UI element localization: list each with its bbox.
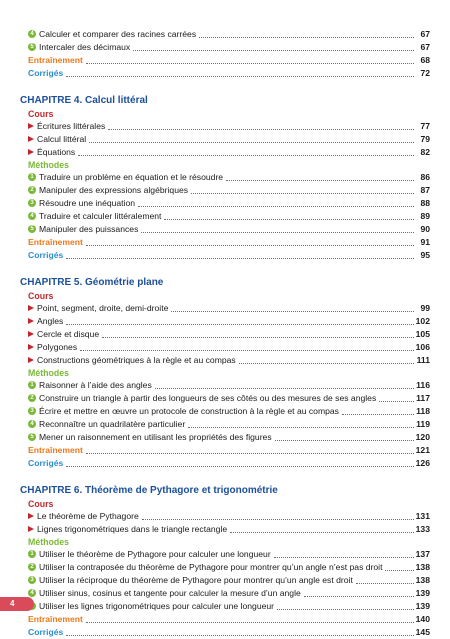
dot-leader <box>385 569 413 571</box>
dot-leader <box>66 634 413 636</box>
toc-page-number: 72 <box>420 68 430 78</box>
toc-entry[interactable] <box>28 120 430 133</box>
play-arrow-icon <box>28 526 34 532</box>
toc-page-number: 91 <box>420 237 430 247</box>
toc-entry[interactable] <box>28 133 430 146</box>
toc-entry[interactable] <box>28 146 430 159</box>
table-of-contents <box>20 28 430 639</box>
toc-entry-title <box>28 354 236 367</box>
toc-page-number: 126 <box>415 458 430 468</box>
toc-entry[interactable] <box>28 223 430 236</box>
method-number-badge: 5 <box>28 433 36 441</box>
method-number-badge: 3 <box>28 199 36 207</box>
play-arrow-icon <box>28 149 34 155</box>
toc-entry[interactable] <box>28 28 430 41</box>
toc-entry-label: Utiliser les lignes trigonométriques pour calculer une longueur <box>39 601 275 611</box>
toc-entry-label: Reconnaître un quadrilatère particulier <box>39 419 186 429</box>
toc-page-number: 87 <box>420 185 430 195</box>
toc-entry[interactable] <box>28 328 430 341</box>
dot-leader <box>277 608 414 610</box>
dot-leader <box>86 244 414 246</box>
corriges-label: Corrigés <box>28 250 64 260</box>
toc-page-number: 68 <box>420 55 430 65</box>
toc-entry[interactable] <box>28 587 430 600</box>
play-arrow-icon <box>28 318 34 324</box>
dot-leader <box>66 323 413 325</box>
toc-entry[interactable] <box>28 548 430 561</box>
toc-entry[interactable] <box>28 510 430 523</box>
toc-entry-label: Utiliser la contraposée du théorème de Pythagore pour montrer qu’un angle n’est pas droit <box>39 562 383 572</box>
toc-entry-label: Raisonner à l’aide des angles <box>39 380 152 390</box>
toc-entry-title <box>28 171 223 184</box>
toc-entry[interactable] <box>28 379 430 392</box>
toc-entry[interactable] <box>28 354 430 367</box>
toc-page-number: 90 <box>420 224 430 234</box>
toc-entry-title <box>28 548 271 561</box>
toc-entry-title <box>28 146 75 159</box>
toc-page-number: 95 <box>420 250 430 260</box>
dot-leader <box>66 75 414 77</box>
toc-entry-title <box>28 184 188 197</box>
toc-entry-title <box>28 302 168 315</box>
method-number-badge: 3 <box>28 407 36 415</box>
toc-entry-title <box>28 210 161 223</box>
toc-page-number: 118 <box>416 406 430 416</box>
toc-entry[interactable] <box>28 171 430 184</box>
dot-leader <box>171 310 414 312</box>
play-arrow-icon <box>28 344 34 350</box>
toc-entry-title <box>28 379 152 392</box>
toc-entry-title <box>28 510 139 523</box>
dot-leader <box>164 218 414 220</box>
toc-entry[interactable] <box>28 341 430 354</box>
play-arrow-icon <box>28 331 34 337</box>
dot-leader <box>379 400 414 402</box>
chapter-title[interactable]: CHAPITRE 5. Géométrie plane <box>20 277 164 288</box>
methodes-heading: Méthodes <box>28 368 70 378</box>
toc-entry-label: Point, segment, droite, demi-droite <box>37 303 169 313</box>
toc-page-number: 105 <box>415 329 430 339</box>
toc-entry-label: Calculer et comparer des racines carrées <box>39 29 197 39</box>
toc-entry[interactable] <box>28 431 430 444</box>
toc-entry[interactable] <box>28 392 430 405</box>
toc-page-number: 120 <box>415 432 430 442</box>
dot-leader <box>138 205 414 207</box>
toc-entry-title <box>28 197 135 210</box>
toc-entry-title <box>28 418 185 431</box>
toc-entry[interactable] <box>28 523 430 536</box>
page-number-badge: 4 <box>0 597 34 611</box>
dot-leader <box>356 582 414 584</box>
toc-page-number: 145 <box>415 627 430 637</box>
method-number-badge: 2 <box>28 563 36 571</box>
toc-corriges[interactable] <box>28 249 430 262</box>
play-arrow-icon <box>28 136 34 142</box>
toc-page-number: 86 <box>420 172 430 182</box>
method-number-badge: 5 <box>28 225 36 233</box>
method-number-badge: 4 <box>28 212 36 220</box>
dot-leader <box>108 128 414 130</box>
toc-entry-title <box>28 28 196 41</box>
method-number-badge: 2 <box>28 186 36 194</box>
toc-entry-label: Le théorème de Pythagore <box>37 511 139 521</box>
toc-page-number: 88 <box>420 198 430 208</box>
toc-entrainement[interactable] <box>28 54 430 67</box>
toc-page-number: 139 <box>415 588 430 598</box>
toc-entry-title <box>28 120 105 133</box>
dot-leader <box>66 465 413 467</box>
methodes-heading: Méthodes <box>28 537 70 547</box>
corriges-label: Corrigés <box>28 68 64 78</box>
method-number-badge: 3 <box>28 576 36 584</box>
toc-entry-label: Écrire et mettre en œuvre un protocole de construction à la règle et au compas <box>39 406 339 416</box>
toc-page-number: 119 <box>416 419 430 429</box>
dot-leader <box>86 452 414 454</box>
toc-entry-label: Traduire un problème en équation et le résoudre <box>39 172 224 182</box>
entrainement-label: Entraînement <box>28 614 83 624</box>
toc-entry-title <box>28 600 274 613</box>
play-arrow-icon <box>28 305 34 311</box>
entrainement-label: Entraînement <box>28 445 83 455</box>
toc-entry-label: Construire un triangle à partir des longueurs de ses côtés ou des mesures de ses angles <box>39 393 377 403</box>
toc-entry-label: Écritures littérales <box>37 121 106 131</box>
dot-leader <box>191 192 414 194</box>
toc-entry[interactable] <box>28 41 430 54</box>
dot-leader <box>86 621 414 623</box>
toc-entry-label: Utiliser la réciproque du théorème de Pythagore pour montrer qu’un angle est droit <box>39 575 353 585</box>
toc-entry-title <box>28 315 63 328</box>
method-number-badge: 4 <box>28 589 36 597</box>
toc-page-number: 82 <box>420 147 430 157</box>
play-arrow-icon <box>28 357 34 363</box>
method-number-badge: 1 <box>28 550 36 558</box>
toc-entry-label: Constructions géométriques à la règle et au compas <box>37 355 236 365</box>
toc-page-number: 139 <box>415 601 430 611</box>
toc-entry-label: Mener un raisonnement en utilisant les propriétés des figures <box>39 432 272 442</box>
dot-leader <box>142 518 414 520</box>
dot-leader <box>66 257 414 259</box>
toc-page-number: 121 <box>415 445 430 455</box>
toc-page-number: 102 <box>415 316 430 326</box>
toc-entry-label: Traduire et calculer littéralement <box>39 211 162 221</box>
toc-page-number: 67 <box>420 42 430 52</box>
method-number-badge: 1 <box>28 381 36 389</box>
toc-entry-title <box>28 392 376 405</box>
dot-leader <box>304 595 414 597</box>
toc-entry-title <box>28 431 272 444</box>
toc-entry[interactable] <box>28 210 430 223</box>
toc-entry-title <box>28 341 77 354</box>
toc-entry-title <box>28 523 227 536</box>
toc-entry-label: Utiliser le théorème de Pythagore pour calculer une longueur <box>39 549 271 559</box>
toc-entry-label: Utiliser sinus, cosinus et tangente pour calculer la mesure d’un angle <box>39 588 301 598</box>
dot-leader <box>102 336 414 338</box>
toc-entrainement[interactable] <box>28 444 430 457</box>
toc-page-number: 79 <box>420 134 430 144</box>
dot-leader <box>141 231 414 233</box>
toc-page-number: 133 <box>415 524 430 534</box>
corriges-label: Corrigés <box>28 627 64 637</box>
toc-entry-label: Manipuler des expressions algébriques <box>39 185 189 195</box>
toc-entry-label: Polygones <box>37 342 78 352</box>
toc-page-number: 106 <box>415 342 430 352</box>
toc-page-number: 117 <box>416 393 430 403</box>
toc-entry[interactable] <box>28 197 430 210</box>
toc-entry[interactable] <box>28 418 430 431</box>
toc-entry-label: Lignes trigonométriques dans le triangle rectangle <box>37 524 228 534</box>
dot-leader <box>133 49 414 51</box>
toc-entry-title <box>28 574 353 587</box>
toc-page-number: 137 <box>415 549 430 559</box>
cours-heading: Cours <box>28 291 54 301</box>
corriges-label: Corrigés <box>28 458 64 468</box>
toc-entry-title <box>28 133 86 146</box>
toc-page-number: 111 <box>416 355 430 365</box>
toc-entry-label: Calcul littéral <box>37 134 87 144</box>
toc-entry-label: Intercaler des décimaux <box>39 42 131 52</box>
toc-entry[interactable] <box>28 184 430 197</box>
toc-entry-title <box>28 405 339 418</box>
entrainement-label: Entraînement <box>28 55 83 65</box>
dot-leader <box>155 387 414 389</box>
entrainement-label: Entraînement <box>28 237 83 247</box>
method-number-badge: 4 <box>28 30 36 38</box>
toc-entry[interactable] <box>28 405 430 418</box>
dot-leader <box>275 439 414 441</box>
toc-entry-title <box>28 561 382 574</box>
toc-entry-label: Cercle et disque <box>37 329 100 339</box>
toc-entry-title <box>28 328 99 341</box>
toc-entry-label: Angles <box>37 316 64 326</box>
method-number-badge: 2 <box>28 394 36 402</box>
toc-entrainement[interactable] <box>28 613 430 626</box>
dot-leader <box>274 556 414 558</box>
method-number-badge: 4 <box>28 420 36 428</box>
dot-leader <box>80 349 414 351</box>
method-number-badge: 1 <box>28 173 36 181</box>
toc-page-number: 99 <box>420 303 430 313</box>
toc-corriges[interactable] <box>28 626 430 639</box>
dot-leader <box>342 413 414 415</box>
toc-entry[interactable] <box>28 574 430 587</box>
cours-heading: Cours <box>28 109 54 119</box>
dot-leader <box>230 531 414 533</box>
toc-page-number: 138 <box>415 575 430 585</box>
toc-page-number: 89 <box>420 211 430 221</box>
dot-leader <box>199 36 414 38</box>
toc-page-number: 67 <box>420 29 430 39</box>
cours-heading: Cours <box>28 499 54 509</box>
toc-page-number: 116 <box>416 380 430 390</box>
toc-entry[interactable] <box>28 302 430 315</box>
toc-entry-label: Manipuler des puissances <box>39 224 139 234</box>
toc-corriges[interactable] <box>28 67 430 80</box>
toc-entry-title <box>28 41 130 54</box>
dot-leader <box>78 154 414 156</box>
toc-entry[interactable] <box>28 600 430 613</box>
chapter-title[interactable]: CHAPITRE 4. Calcul littéral <box>20 95 148 106</box>
dot-leader <box>89 141 414 143</box>
play-arrow-icon <box>28 513 34 519</box>
dot-leader <box>86 62 414 64</box>
toc-page-number: 77 <box>420 121 430 131</box>
chapter-title[interactable]: CHAPITRE 6. Théorème de Pythagore et trigonométrie <box>20 485 278 496</box>
toc-entrainement[interactable] <box>28 236 430 249</box>
toc-entry-title <box>28 587 301 600</box>
dot-leader <box>239 362 414 364</box>
toc-entry[interactable] <box>28 561 430 574</box>
methodes-heading: Méthodes <box>28 160 70 170</box>
toc-entry-label: Résoudre une inéquation <box>39 198 136 208</box>
dot-leader <box>188 426 414 428</box>
method-number-badge: 5 <box>28 43 36 51</box>
toc-page-number: 131 <box>415 511 430 521</box>
toc-page-number: 138 <box>415 562 430 572</box>
play-arrow-icon <box>28 123 34 129</box>
toc-entry[interactable] <box>28 315 430 328</box>
dot-leader <box>226 179 414 181</box>
toc-entry-title <box>28 223 138 236</box>
toc-page-number: 140 <box>415 614 430 624</box>
toc-entry-label: Équations <box>37 147 76 157</box>
toc-corriges[interactable] <box>28 457 430 470</box>
